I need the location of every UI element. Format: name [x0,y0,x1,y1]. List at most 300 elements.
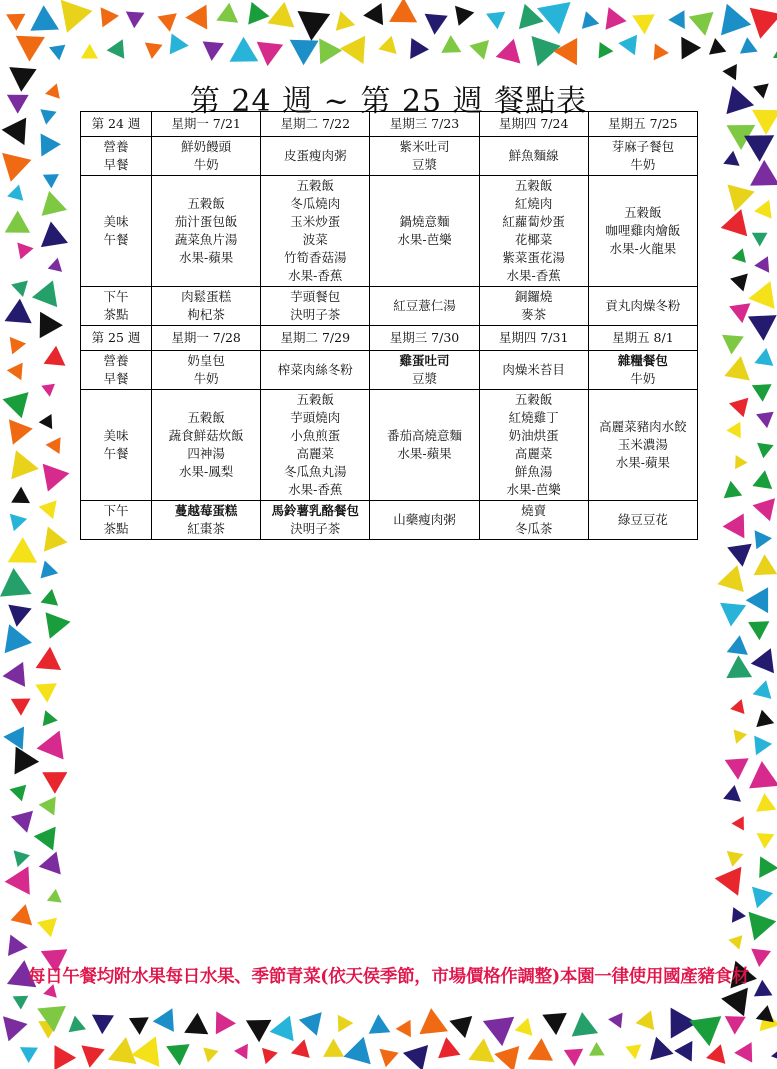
decor-triangle [8,537,38,563]
decor-triangle [726,655,752,678]
meal-cell [261,351,370,390]
decor-triangle [756,412,774,428]
menu-item: 芋頭餐包 [290,289,341,304]
menu-item: 鮮魚麵線 [508,148,559,163]
menu-item: 小魚煎蛋 [290,428,341,443]
decor-triangle [749,761,777,788]
menu-item: 肉鬆蛋糕 [181,289,232,304]
decor-triangle [751,648,774,673]
decor-triangle [5,299,32,324]
meal-name [81,176,152,287]
decor-triangle [715,867,742,896]
decor-triangle [494,1046,519,1069]
decor-triangle [291,1039,310,1058]
decor-triangle [299,1012,322,1036]
decor-triangle [746,587,768,613]
meal-name [81,137,152,176]
decor-triangle [650,1037,673,1061]
decor-triangle [636,1010,655,1030]
day-header: 星期一 7/28 [152,326,261,351]
decor-triangle [39,797,56,816]
decor-triangle [69,1016,86,1033]
decor-triangle [483,1017,514,1046]
meal-cell [261,390,370,501]
meal-row [81,351,698,390]
decor-triangle [41,384,55,397]
decor-triangle [689,12,714,36]
decor-triangle [750,160,777,186]
decor-triangle [752,470,772,489]
decor-triangle [755,530,772,549]
decor-triangle [344,1037,371,1064]
decor-triangle [734,730,748,744]
decor-triangle [230,37,259,62]
decor-triangle [730,274,748,292]
meal-cell [588,176,697,287]
decor-triangle [403,1045,428,1069]
decor-triangle [11,487,30,504]
menu-item: 肉燥米苔目 [502,362,565,377]
menu-item: 燒賣 [521,503,547,518]
menu-item: 馬鈴薯乳酪餐包 [271,503,360,518]
decor-triangle [54,1045,76,1069]
day-header: 星期三 7/23 [370,112,479,137]
menu-item: 牛奶 [630,371,656,386]
decor-triangle [7,363,23,381]
menu-item: 牛奶 [193,157,219,172]
decor-triangle [49,45,65,60]
decor-triangle [727,851,744,867]
decor-triangle [681,37,701,60]
decor-triangle [203,41,224,61]
decor-triangle [8,935,28,956]
decor-triangle [41,134,61,157]
decor-triangle [34,827,56,851]
decor-triangle [757,443,774,458]
decor-triangle [290,40,319,66]
decor-triangle [15,747,40,775]
decor-triangle [46,437,61,454]
decor-triangle [771,1044,777,1064]
decor-triangle [668,10,685,29]
decor-triangle [81,44,98,59]
menu-item: 鮮魚湯 [514,464,553,479]
decor-triangle [608,1013,623,1029]
decor-triangle [11,699,31,716]
day-header: 星期四 7/24 [479,112,588,137]
decor-triangle [257,42,284,66]
decor-triangle [732,816,744,830]
decor-triangle [11,450,39,479]
decor-triangle [725,758,749,780]
decor-triangle [537,2,571,34]
decor-triangle [13,996,29,1010]
decor-triangle [157,13,176,31]
decor-triangle [0,568,32,597]
decor-triangle [709,38,726,55]
decor-triangle [735,455,748,469]
menu-item: 高麗菜 [514,446,553,461]
menu-item: 蔬食鮮菇炊飯 [168,428,244,443]
decor-triangle [723,151,739,166]
meal-cell [261,176,370,287]
decor-triangle [6,14,25,31]
menu-item: 波菜 [302,232,328,247]
decor-triangle [419,1008,448,1034]
meal-name-line: 美味 [103,214,129,229]
decor-triangle [757,833,775,849]
decor-triangle [754,200,772,219]
decor-triangle [748,621,769,640]
decor-triangle [740,37,758,53]
decor-triangle [750,8,777,39]
decor-triangle [234,1044,248,1060]
menu-item: 奶油烘蛋 [508,428,559,443]
decor-triangle [724,356,750,380]
decor-triangle [410,38,429,59]
decor-triangle [754,736,772,756]
meal-row [81,501,698,540]
decor-triangle [727,635,748,655]
menu-item: 五穀飯 [296,392,335,407]
decor-triangle [5,866,30,894]
menu-item: 水果-蘋果 [615,455,670,470]
meal-name [81,351,152,390]
menu-item: 牛奶 [630,157,656,172]
meal-cell [588,351,697,390]
decor-triangle [216,1011,236,1034]
decor-triangle [606,7,627,30]
week-header-row [81,112,698,137]
decor-triangle [553,38,577,65]
decor-triangle [748,315,777,341]
menu-item: 水果-芭樂 [397,232,452,247]
decor-triangle [2,153,31,182]
decor-triangle [717,565,744,592]
day-header: 星期四 7/31 [479,326,588,351]
menu-item: 鮮奶饅頭 [181,139,232,154]
meal-name [81,287,152,326]
decor-triangle [599,42,614,59]
decor-triangle [618,35,637,55]
decor-triangle [754,348,773,366]
meal-cell [479,351,588,390]
meal-cell [370,137,479,176]
decor-triangle [108,1037,137,1064]
menu-item: 高麗菜 [296,446,335,461]
menu-item: 花椰菜 [514,232,553,247]
decor-triangle [41,589,59,606]
decor-triangle [528,1038,553,1061]
decor-triangle [39,852,61,875]
decor-triangle [752,887,773,909]
decor-triangle [3,662,26,687]
meal-cell [370,390,479,501]
meal-row [81,137,698,176]
menu-item: 銅鑼燒 [514,289,553,304]
decor-triangle [542,1013,567,1035]
menu-item: 榨菜肉絲冬粉 [277,362,353,377]
decor-triangle [752,384,772,402]
decor-triangle [10,337,26,355]
menu-item: 芽麻子餐包 [611,139,675,154]
decor-triangle [203,1048,218,1063]
menu-item: 水果-香蕉 [288,482,343,497]
decor-triangle [3,1016,28,1041]
meal-name-line: 午餐 [103,446,129,461]
decor-triangle [32,280,57,307]
decor-triangle [752,233,768,247]
decor-triangle [759,856,777,878]
decor-triangle [44,346,66,366]
menu-item: 貢丸肉燥冬粉 [605,298,681,313]
decor-triangle [632,14,655,34]
meal-cell [152,287,261,326]
menu-item: 豆漿 [411,157,437,172]
meal-cell [370,287,479,326]
decor-triangle [42,772,67,794]
menu-item: 綠豆豆花 [617,512,668,527]
decor-triangle [2,118,27,146]
decor-triangle [748,281,774,309]
menu-item: 茄汁蛋包飯 [174,214,238,229]
day-header: 星期五 7/25 [588,112,697,137]
decor-triangle [727,544,752,567]
decor-triangle [8,605,31,627]
decor-triangle [37,918,57,938]
decor-triangle [17,243,33,260]
decor-triangle [706,1044,725,1064]
menu-item: 冬瓜茶 [514,521,553,536]
meal-cell [588,390,697,501]
week-label: 第 24 週 [81,112,152,137]
decor-triangle [126,12,145,29]
decor-triangle [107,39,125,59]
decor-triangle [369,1014,391,1033]
day-header: 星期三 7/30 [370,326,479,351]
decor-triangle [43,174,59,188]
meal-cell [588,287,697,326]
menu-item: 水果-火龍果 [609,241,677,256]
decor-triangle [730,699,744,714]
day-header: 星期二 7/22 [261,112,370,137]
menu-item: 四神湯 [187,446,225,461]
decor-triangle [729,398,748,418]
decor-triangle [129,1017,149,1035]
decor-triangle [756,710,774,727]
decor-triangle [468,1038,494,1062]
decor-triangle [30,5,59,30]
menu-item: 高麗菜豬肉水餃 [599,419,687,434]
meal-cell [152,351,261,390]
decor-triangle [336,11,355,31]
meal-cell [152,501,261,540]
decor-triangle [42,191,67,216]
menu-item: 芋頭燒肉 [290,410,341,425]
decor-triangle [270,1016,294,1042]
decor-triangle [340,36,365,64]
decor-triangle [10,514,27,532]
decor-triangle [438,1037,460,1058]
decor-triangle [378,36,396,54]
decor-triangle [185,5,207,30]
decor-triangle [44,527,68,552]
decor-triangle [41,222,68,248]
decor-triangle [43,710,58,726]
menu-item: 紅燒雞丁 [508,410,559,425]
menu-item: 水果-香蕉 [506,268,561,283]
decor-triangle [248,2,269,25]
menu-item: 番茄高燒意麵 [386,428,462,443]
menu-item: 紅棗茶 [187,521,225,536]
meal-name-line: 早餐 [103,371,129,386]
decor-triangle [46,612,71,639]
decor-triangle [37,1006,66,1032]
meal-cell [479,137,588,176]
decor-triangle [515,1018,533,1036]
menu-item: 蔬菜魚片湯 [174,232,238,247]
menu-item: 五穀飯 [514,178,553,193]
day-header: 星期一 7/21 [152,112,261,137]
decor-triangle [749,912,777,941]
meal-name-line: 營養 [103,353,129,368]
decor-triangle [166,1044,190,1066]
meal-name-line: 下午 [103,503,129,518]
meal-cell [479,501,588,540]
meal-name [81,390,152,501]
decor-triangle [582,11,599,29]
meal-cell [479,390,588,501]
week-header-row [81,326,698,351]
decor-triangle [589,1042,605,1056]
decor-triangle [10,785,27,802]
decor-triangle [725,1016,746,1035]
menu-item: 牛奶 [193,371,219,386]
decor-triangle [40,312,63,339]
decor-triangle [689,1016,721,1046]
meal-name-line: 午餐 [103,232,129,247]
meal-cell [261,137,370,176]
footer-note: 每日午餐均附水果每日水果、季節青菜(依天侯季節，市場價格作調整)本園一律使用國產豬食材 [27,967,750,987]
decor-triangle [723,514,745,539]
decor-triangle [7,185,23,201]
decor-triangle [184,1013,208,1035]
menu-item: 五穀飯 [187,410,225,425]
meal-cell [588,137,697,176]
meal-name-line: 茶點 [103,521,129,536]
decor-triangle [20,1047,38,1063]
decor-triangle [298,11,331,41]
decor-triangle [41,561,59,579]
decor-triangle [380,1049,399,1068]
decor-triangle [455,6,474,26]
menu-item: 蔓越莓蛋糕 [174,503,238,518]
meal-cell [152,176,261,287]
menu-item: 麥茶 [521,307,547,322]
menu-item: 玉米炒蛋 [290,214,341,229]
decor-triangle [101,7,119,27]
decor-triangle [625,1044,641,1059]
decor-triangle [323,1039,344,1057]
meal-cell [479,176,588,287]
decor-triangle [170,34,189,55]
decor-triangle [396,1020,411,1038]
decor-triangle [39,500,57,519]
menu-item: 水果-芭樂 [506,482,561,497]
day-header: 星期二 7/29 [261,326,370,351]
decor-triangle [16,36,45,62]
menu-item: 決明子茶 [290,307,341,322]
menu-item: 水果-蘋果 [178,250,234,265]
decor-triangle [722,335,744,355]
meal-row [81,390,698,501]
decor-triangle [724,481,743,498]
decor-triangle [728,935,742,949]
decor-triangle [5,624,32,653]
decor-triangle [753,680,772,699]
meal-name-line: 茶點 [103,307,129,322]
decor-triangle [726,422,741,439]
menu-item: 決明子茶 [290,521,341,536]
decor-triangle [11,904,33,925]
decor-triangle [756,793,776,812]
decor-triangle [246,1020,272,1042]
decor-triangle [9,419,33,444]
menu-item: 雜糧餐包 [617,353,668,368]
decor-triangle [734,1042,752,1063]
decor-triangle [732,248,746,263]
menu-item: 皮蛋瘦肉粥 [284,148,347,163]
decor-triangle [81,1045,104,1067]
decor-triangle [486,12,505,30]
decor-triangle [729,303,750,323]
decor-triangle [338,1015,354,1032]
decor-triangle [756,1005,774,1022]
menu-item: 水果-鳳梨 [178,464,234,479]
decor-triangle [216,3,238,23]
meal-cell [370,176,479,287]
decor-triangle [363,3,383,25]
decor-triangle [754,256,769,273]
decor-triangle [728,185,755,212]
decor-triangle [721,209,748,236]
decor-triangle [469,40,489,60]
decor-triangle [654,44,669,61]
decor-triangle [425,14,448,35]
decor-triangle [61,0,93,33]
decor-triangle [721,4,751,36]
meal-name-line: 早餐 [103,157,129,172]
meal-name-line: 下午 [103,289,129,304]
decor-triangle [262,1048,278,1064]
menu-item: 枸杞茶 [187,307,225,322]
page-title: 第 24 週 ~ 第 25 週 餐點表 [189,84,588,119]
menu-item: 五穀飯 [514,392,553,407]
menu-item: 竹筍香菇湯 [284,250,347,265]
meal-row [81,287,698,326]
menu-item: 豆漿 [411,371,437,386]
meal-cell [588,501,697,540]
meal-schedule-table [80,111,698,540]
menu-item: 玉米濃湯 [617,437,668,452]
decor-triangle [3,392,29,418]
meal-row [81,176,698,287]
week-label: 第 25 週 [81,326,152,351]
decor-triangle [43,464,70,492]
decor-triangle [47,889,62,903]
decor-triangle [744,135,774,162]
decor-triangle [36,647,62,670]
